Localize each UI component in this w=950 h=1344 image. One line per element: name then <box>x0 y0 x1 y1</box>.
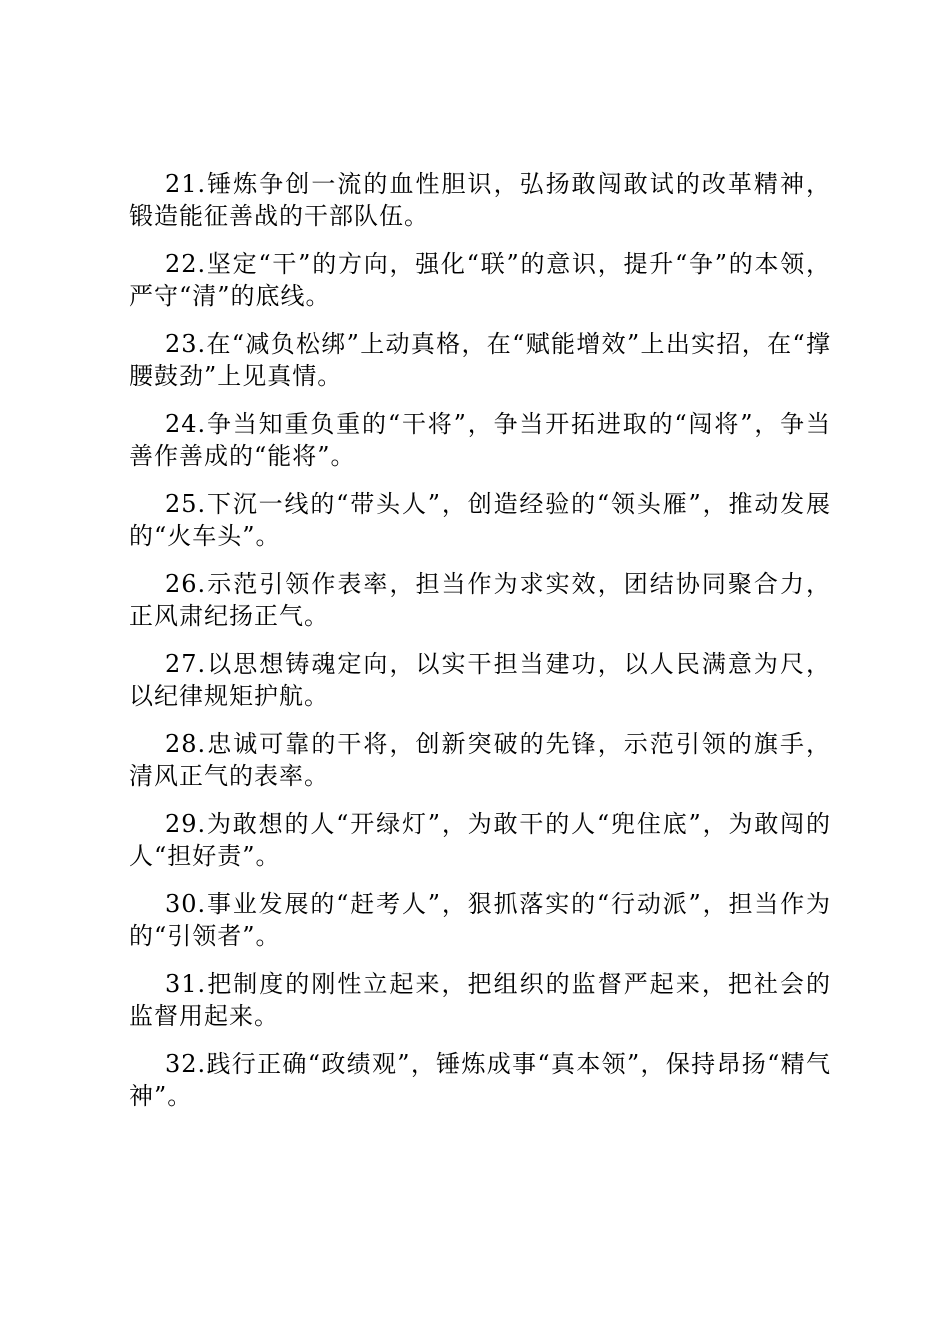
paragraph-29: 29.为敢想的人“开绿灯”，为敢干的人“兜住底”，为敢闯的人“担好责”。 <box>129 810 831 870</box>
paragraph-28: 28.忠诚可靠的干将，创新突破的先锋，示范引领的旗手，清风正气的表率。 <box>129 730 831 790</box>
paragraph-25: 25.下沉一线的“带头人”，创造经验的“领头雁”，推动发展的“火车头”。 <box>129 490 831 550</box>
paragraph-23: 23.在“减负松绑”上动真格，在“赋能增效”上出实招，在“撑腰鼓劲”上见真情。 <box>129 330 831 390</box>
paragraph-31: 31.把制度的刚性立起来，把组织的监督严起来，把社会的监督用起来。 <box>129 970 831 1030</box>
paragraph-21: 21.锤炼争创一流的血性胆识，弘扬敢闯敢试的改革精神，锻造能征善战的干部队伍。 <box>129 170 831 230</box>
paragraph-32: 32.践行正确“政绩观”，锤炼成事“真本领”，保持昂扬“精气神”。 <box>129 1050 831 1110</box>
paragraph-27: 27.以思想铸魂定向，以实干担当建功，以人民满意为尺，以纪律规矩护航。 <box>129 650 831 710</box>
paragraph-30: 30.事业发展的“赶考人”，狠抓落实的“行动派”，担当作为的“引领者”。 <box>129 890 831 950</box>
paragraph-22: 22.坚定“干”的方向，强化“联”的意识，提升“争”的本领，严守“清”的底线。 <box>129 250 831 310</box>
paragraph-24: 24.争当知重负重的“干将”，争当开拓进取的“闯将”，争当善作善成的“能将”。 <box>129 410 831 470</box>
paragraph-26: 26.示范引领作表率，担当作为求实效，团结协同聚合力，正风肃纪扬正气。 <box>129 570 831 630</box>
document-body <box>129 168 831 1128</box>
